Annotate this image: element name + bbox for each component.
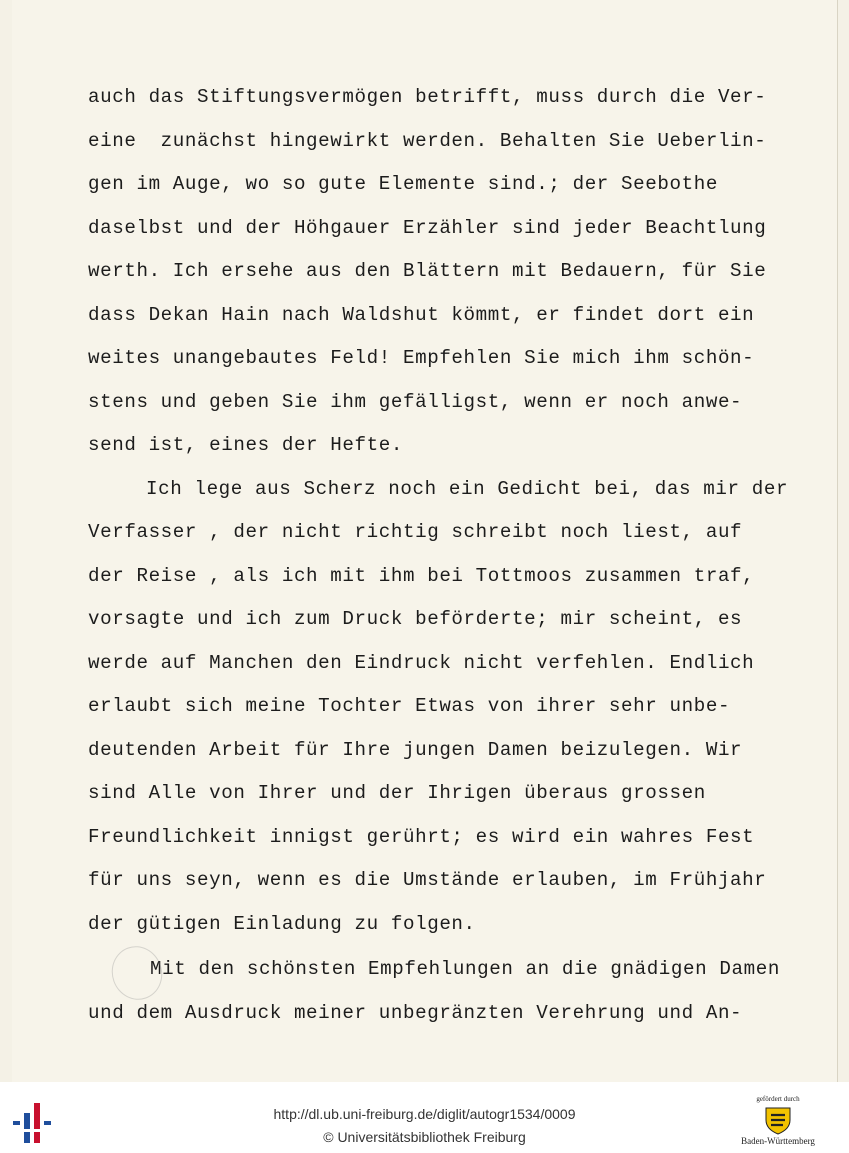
letter-line: und dem Ausdruck meiner unbegränzten Verehrung und An- — [88, 1001, 743, 1024]
letter-line: werde auf Manchen den Eindruck nicht verfehlen. Endlich — [88, 651, 755, 674]
letter-line: sind Alle von Ihrer und der Ihrigen überaus grossen — [88, 782, 706, 804]
letter-line: Ich lege aus Scherz noch ein Gedicht bei, das mir der — [146, 477, 789, 500]
letter-line: für uns seyn, wenn es die Umstände erlauben, im Frühjahr — [88, 869, 767, 891]
sponsor-bottom-text: Baden-Württemberg — [741, 1136, 815, 1146]
letter-line: stens und geben Sie ihm gefälligst, wenn er noch anwe- — [88, 390, 743, 413]
footer-bar — [0, 1091, 849, 1153]
letter-line: deutenden Arbeit für Ihre jungen Damen beizulegen. Wir — [88, 738, 743, 761]
letter-line: Verfasser , der nicht richtig schreibt noch liest, auf — [88, 521, 743, 543]
letter-line: gen im Auge, wo so gute Elemente sind.; der Seebothe — [88, 173, 718, 195]
letter-line: werth. Ich ersehe aus den Blättern mit Bedauern, für Sie — [88, 260, 767, 282]
sponsor-badge — [733, 1095, 823, 1151]
copyright-notice: © Universitätsbibliothek Freiburg — [323, 1129, 526, 1145]
letter-line: erlaubt sich meine Tochter Etwas von ihrer sehr unbe- — [88, 695, 731, 717]
letter-line: dass Dekan Hain nach Waldshut kömmt, er findet dort ein — [88, 303, 755, 326]
letter-line: send ist, eines der Hefte. — [88, 434, 403, 456]
letter-line: der gütigen Einladung zu folgen. — [88, 912, 476, 935]
letter-line: vorsagte und ich zum Druck beförderte; mir scheint, es — [88, 608, 743, 630]
letter-line: der Reise , als ich mit ihm bei Tottmoos zusammen traf, — [88, 564, 755, 587]
letter-line: daselbst und der Höhgauer Erzähler sind jeder Beachtlung — [88, 216, 767, 239]
coat-of-arms-icon — [761, 1105, 795, 1135]
letter-line: Freundlichkeit innigst gerührt; es wird ein wahres Fest — [88, 825, 755, 848]
letter-line: weites unangebautes Feld! Empfehlen Sie mich ihm schön- — [88, 347, 755, 369]
permalink-url[interactable]: http://dl.ub.uni-freiburg.de/diglit/autogr1534/0009 — [273, 1106, 576, 1122]
page-bottom-edge — [0, 1082, 849, 1091]
letter-line: Mit den schönsten Empfehlungen an die gnädigen Damen — [150, 958, 780, 980]
letter-line: auch das Stiftungsvermögen betrifft, muss durch die Ver- — [88, 86, 767, 108]
letter-body — [88, 80, 828, 1039]
letter-line: eine zunächst hingewirkt werden. Behalten Sie Ueberlin- — [88, 129, 767, 152]
sponsor-top-text: gefördert durch — [756, 1095, 800, 1103]
